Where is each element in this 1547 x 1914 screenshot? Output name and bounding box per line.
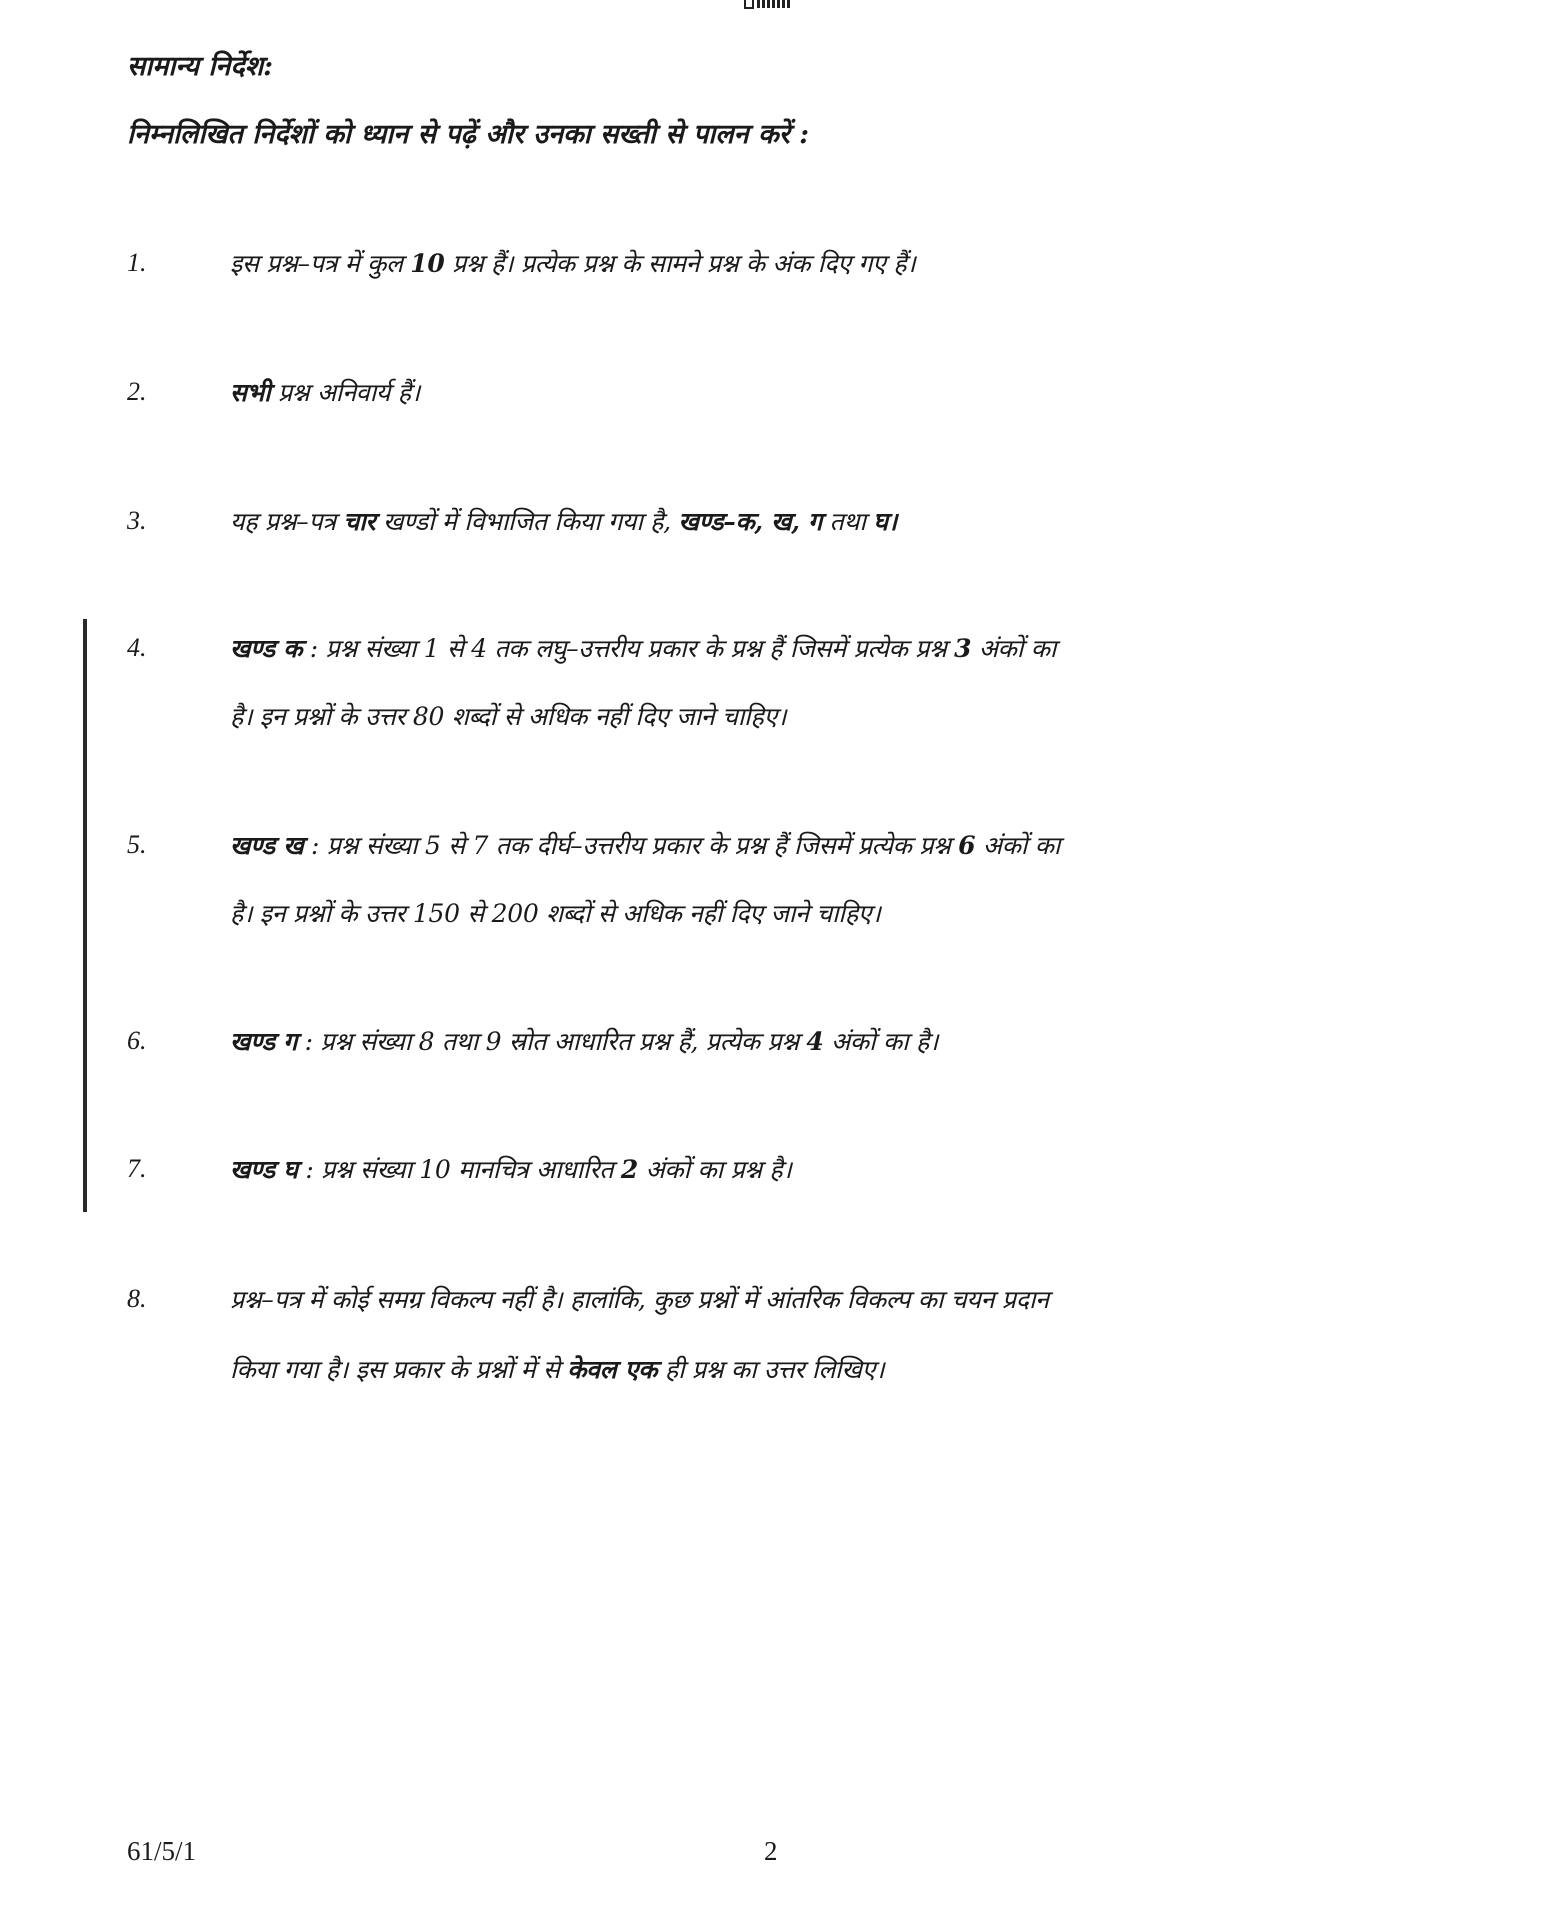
- instruction-text-line: [230, 1024, 938, 1058]
- instruction-number: 6.: [127, 1026, 147, 1055]
- text-segment: तथा: [821, 507, 874, 536]
- emphasis-text: 10: [410, 249, 445, 278]
- qr-box: [744, 0, 754, 9]
- instruction-number: 4.: [127, 633, 147, 662]
- instruction-number: 2.: [127, 377, 147, 406]
- instruction-text-line: [230, 1352, 884, 1386]
- emphasis-text: चार: [343, 507, 376, 536]
- text-segment: : प्रश्न संख्या 8 तथा 9 स्रोत आधारित प्रश्न हैं, प्रत्येक प्रश्न: [296, 1027, 807, 1056]
- change-marker-bar: [83, 619, 87, 1212]
- text-segment: इस प्रश्न–पत्र में कुल: [230, 249, 411, 278]
- qr-code-icon: [744, 0, 792, 10]
- text-segment: प्रश्न हैं। प्रत्येक प्रश्न के सामने प्रश्न के अंक दिए गए हैं।: [444, 249, 916, 278]
- text-segment: है। इन प्रश्नों के उत्तर 150 से 200 शब्दों से अधिक नहीं दिए जाने चाहिए।: [230, 899, 881, 928]
- emphasis-text: सभी: [230, 378, 271, 407]
- text-segment: है। इन प्रश्नों के उत्तर 80 शब्दों से अधिक नहीं दिए जाने चाहिए।: [230, 702, 787, 731]
- text-segment: खण्डों में विभाजित किया गया है,: [375, 507, 679, 536]
- instruction-text-line: [230, 1152, 792, 1186]
- text-segment: : प्रश्न संख्या 1 से 4 तक लघु–उत्तरीय प्रकार के प्रश्न हैं जिसमें प्रत्येक प्रश्न: [302, 634, 955, 663]
- instruction-text-line: [230, 699, 786, 733]
- emphasis-text: खण्ड क: [230, 634, 303, 663]
- instruction-text-line: [230, 631, 1056, 665]
- qr-bits: [757, 0, 792, 8]
- instruction-text-line: [230, 504, 897, 538]
- text-segment: यह प्रश्न–पत्र: [230, 507, 344, 536]
- instruction-number: 5.: [127, 830, 147, 859]
- page-number: 2: [764, 1836, 778, 1866]
- instruction-text-line: [230, 828, 1060, 862]
- text-segment: प्रश्न अनिवार्य हैं।: [270, 378, 420, 407]
- page-subtitle: निम्नलिखित निर्देशों को ध्यान से पढ़ें और उनका सख्ती से पालन करें :: [127, 119, 810, 150]
- paper-code: 61/5/1: [127, 1836, 197, 1866]
- text-segment: : प्रश्न संख्या 10 मानचित्र आधारित: [297, 1155, 621, 1184]
- text-segment: अंकों का: [971, 634, 1057, 663]
- text-segment: अंकों का है।: [823, 1027, 939, 1056]
- instruction-number: 1.: [127, 248, 147, 277]
- text-segment: किया गया है। इस प्रकार के प्रश्नों में से: [230, 1355, 568, 1384]
- emphasis-text: खण्ड ख: [230, 831, 304, 860]
- instruction-number: 8.: [127, 1284, 147, 1313]
- text-segment: प्रश्न–पत्र में कोई समग्र विकल्प नहीं है। हालांकि, कुछ प्रश्नों में आंतरिक विकल्प का चयन प्रदान: [230, 1285, 1049, 1314]
- instruction-text-line: [230, 896, 881, 930]
- emphasis-text: खण्ड ग: [230, 1027, 297, 1056]
- text-segment: ही प्रश्न का उत्तर लिखिए।: [657, 1355, 885, 1384]
- page-title: सामान्य निर्देश:: [127, 51, 274, 82]
- text-segment: अंकों का प्रश्न है।: [637, 1155, 792, 1184]
- instruction-number: 3.: [127, 506, 147, 535]
- emphasis-text: 4: [806, 1027, 824, 1056]
- emphasis-text: खण्ड घ: [230, 1155, 298, 1184]
- emphasis-text: खण्ड–क, ख, ग: [678, 507, 822, 536]
- text-segment: अंकों का: [975, 831, 1061, 860]
- emphasis-text: 6: [958, 831, 976, 860]
- emphasis-text: 3: [954, 634, 972, 663]
- instruction-number: 7.: [127, 1154, 147, 1183]
- instruction-text-line: [230, 246, 915, 280]
- instruction-text-line: [230, 1282, 1049, 1316]
- text-segment: : प्रश्न संख्या 5 से 7 तक दीर्घ–उत्तरीय प्रकार के प्रश्न हैं जिसमें प्रत्येक प्रश्न: [303, 831, 959, 860]
- instruction-text-line: [230, 375, 420, 409]
- emphasis-text: 2: [620, 1155, 638, 1184]
- emphasis-text: घ।: [873, 507, 897, 536]
- emphasis-text: केवल एक: [567, 1355, 658, 1384]
